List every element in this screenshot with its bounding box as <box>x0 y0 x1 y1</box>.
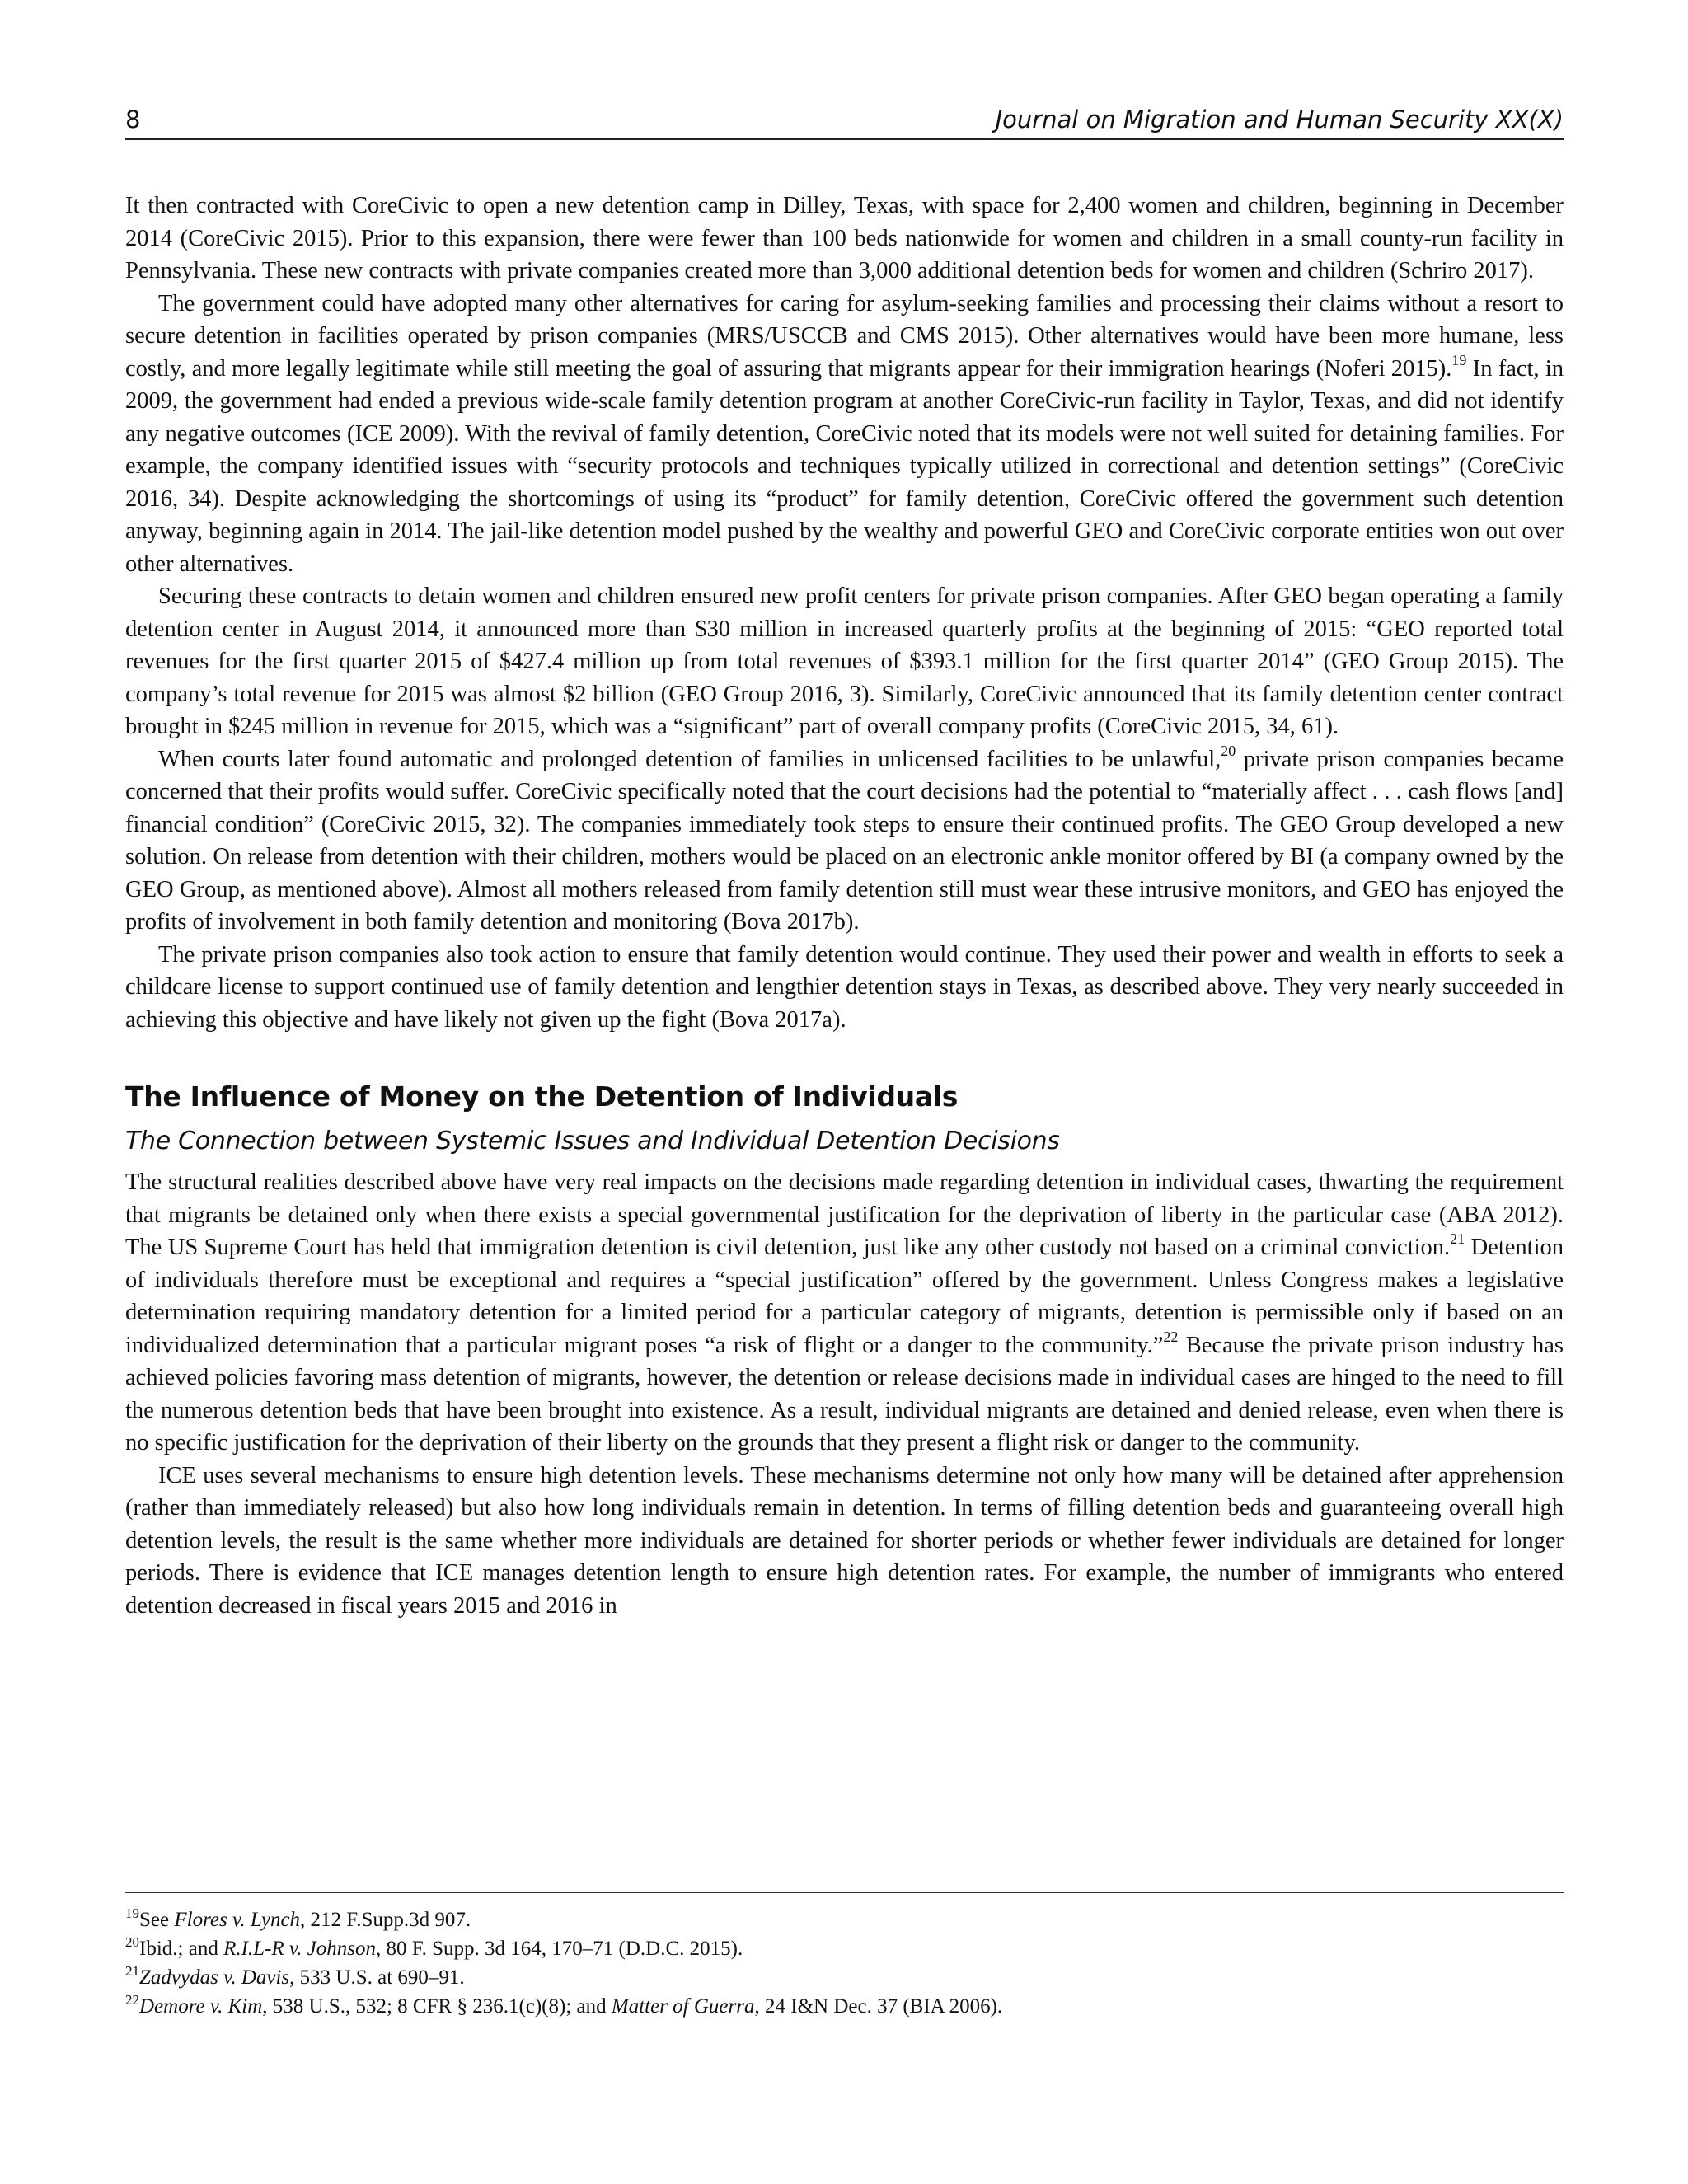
footnote-divider <box>125 1892 1564 1893</box>
paragraph-1: It then contracted with CoreCivic to open a new detention camp in Dilley, Texas, with space for 2,400 women and children, beginning in December 2014 (CoreCivic 2015). Prior to this expansion, there were fewer than 100 beds nationwide for women and children in a small county-run facility in Pennsylvania. These new contracts with private companies created more than 3,000 additional detention beds for women and children (Schriro 2017). <box>125 193 1564 284</box>
paragraph-2: The government could have adopted many other alternatives for caring for asylum-seeking families and processing their claims without a resort to secure detention in facilities operated by prison companies (MRS/USCCB and CMS 2015). Other alternatives would have been more humane, less costly, and more legally legitimate while still meeting the goal of assuring that migrants appear for their immigration hearings (Noferi 2015).$^{19}$ In fact, in 2009, the government had ended a previous wide-scale family detention program at another CoreCivic-run facility in Taylor, Texas, and did not identify any negative outcomes (ICE 2009). With the revival of family detention, CoreCivic noted that its models were not well suited for detaining families. For example, the company identified issues with “security protocols and techniques typically utilized in correctional and detention settings” (CoreCivic 2016, 34). Despite acknowledging the shortcomings of using its “product” for family detention, CoreCivic offered the government such detention anyway, beginning again in 2014. The jail-like detention model pushed by the wealthy and powerful GEO and CoreCivic corporate entities won out over other alternatives. <box>125 290 1564 577</box>
section-heading: The Influence of Money on the Detention of Individuals <box>125 1080 959 1113</box>
paragraph-3: Securing these contracts to detain women and children ensured new profit centers for private prison companies. After GEO began operating a family detention center in August 2014, it announced more than $30 million in increased quarterly profits at the beginning of 2015: “GEO reported total revenues for the first quarter 2015 of $427.4 million up from total revenues of $393.1 million for the first quarter 2014” (GEO Group 2015). The company’s total revenue for 2015 was almost $2 billion (GEO Group 2016, 3). Similarly, CoreCivic announced that its family detention center contract brought in $245 million in revenue for 2015, which was a “significant” part of overall company profits (CoreCivic 2015, 34, 61). <box>125 583 1564 739</box>
subsection-heading: The Connection between Systemic Issues and Individual Detention Decisions <box>125 1127 1060 1155</box>
footnote-21: $^{21}$Zadvydas v. Davis, 533 U.S. at 690–91. <box>125 1963 465 1989</box>
paragraph-7: ICE uses several mechanisms to ensure high detention levels. These mechanisms determine not only how many will be detained after apprehension (rather than immediately released) but also how long individuals remain in detention. In terms of filling detention beds and guaranteeing overall high detention levels, the result is the same whether more individuals are detained for shorter periods or whether fewer individuals are detained for longer periods. There is evidence that ICE manages detention length to ensure high detention rates. For example, the number of immigrants who entered detention decreased in fiscal years 2015 and 2016 in <box>125 1462 1564 1619</box>
journal-page <box>125 0 1564 2184</box>
footnote-22: $^{22}$Demore v. Kim, 538 U.S., 532; 8 CFR § 236.1(c)(8); and Matter of Guerra, 24 I&N Dec. 37 (BIA 2006). <box>125 1992 1003 2018</box>
footnote-ref-22[interactable]: 22 <box>1163 1328 1179 1345</box>
footnote-ref-21[interactable]: 21 <box>1450 1230 1465 1247</box>
paragraph-4: When courts later found automatic and prolonged detention of families in unlicensed facilities to be unlawful,$^{20}$ private prison companies became concerned that their profits would suffer. CoreCivic specifically noted that the court decisions had the potential to “materially affect . . . cash flows [and] financial condition” (CoreCivic 2015, 32). The companies immediately took steps to ensure their continued profits. The GEO Group developed a new solution. On release from detention with their children, mothers would be placed on an electronic ankle monitor offered by BI (a company owned by the GEO Group, as mentioned above). Almost all mothers released from family detention still must wear these intrusive monitors, and GEO has enjoyed the profits of involvement in both family detention and monitoring (Bova 2017b). <box>125 742 1564 935</box>
paragraph-6: The structural realities described above have very real impacts on the decisions made regarding detention in individual cases, thwarting the requirement that migrants be detained only when there exists a special governmental justification for the deprivation of liberty in the particular case (ABA 2012). The US Supreme Court has held that immigration detention is civil detention, just like any other custody not based on a criminal conviction.$^{21}$ Detention of individuals therefore must be exceptional and requires a “special justification” offered by the government. Unless Congress makes a legislative determination requiring mandatory detention for a limited period for a particular category of migrants, detention is permissible only if based on an individualized determination that a particular migrant poses “a risk of flight or a danger to the community.”$^{22}$ Because the private prison industry has achieved policies favoring mass detention of migrants, however, the detention or release decisions made in individual cases are hinged to the need to fill the numerous detention beds that have been brought into existence. As a result, individual migrants are detained and denied release, even when there is no specific justification for the deprivation of their liberty on the grounds that they present a flight risk or danger to the community. <box>125 1169 1564 1455</box>
footnote-20: $^{20}$Ibid.; and R.I.L-R v. Johnson, 80 F. Supp. 3d 164, 170–71 (D.D.C. 2015). <box>125 1934 743 1960</box>
running-header <box>125 105 1564 140</box>
paragraph-5: The private prison companies also took action to ensure that family detention would continue. They used their power and wealth in efforts to seek a childcare license to support continued use of family detention and lengthier detention stays in Texas, as described above. They very nearly succeeded in achieving this objective and have likely not given up the fight (Bova 2017a). <box>125 941 1564 1033</box>
footnote-ref-19[interactable]: 19 <box>1451 351 1467 368</box>
journal-title: Journal on Migration and Human Security XX(X) <box>995 105 1564 134</box>
article-body <box>125 190 1564 1622</box>
footnote-ref-20[interactable]: 20 <box>1221 742 1236 759</box>
footnotes <box>125 1905 1564 2021</box>
footnote-19: $^{19}$See Flores v. Lynch, 212 F.Supp.3d 907. <box>125 1905 471 1931</box>
page-number: 8 <box>125 105 141 134</box>
